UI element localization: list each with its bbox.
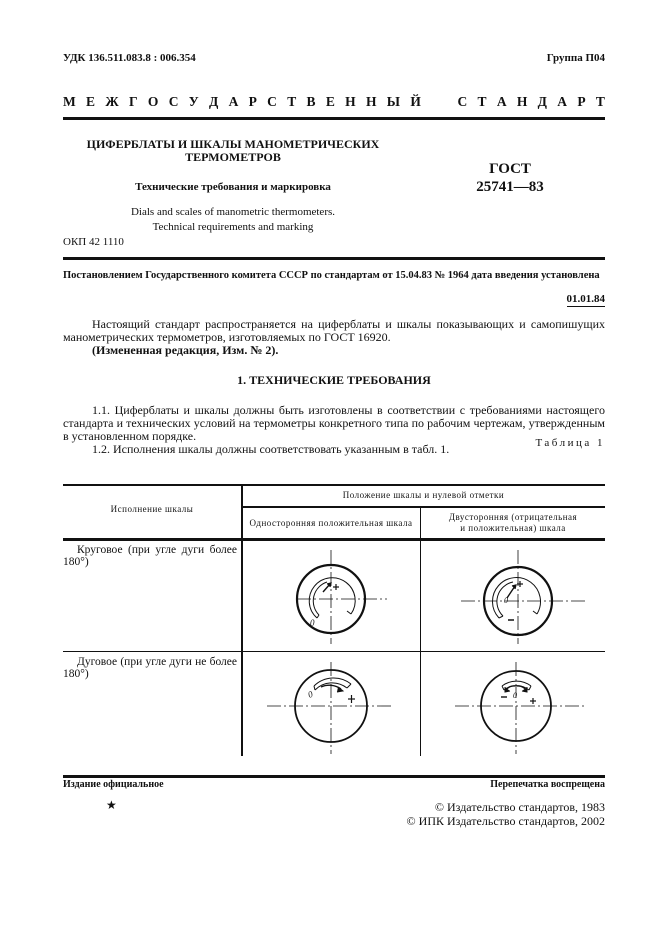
english-title-line2: Technical requirements and marking [152, 221, 314, 233]
banner-letter: Т [477, 94, 487, 109]
document-title-line2: ТЕРМОМЕТРОВ [185, 150, 281, 164]
header-scale-position: Положение шкалы и нулевой отметки [342, 490, 505, 500]
table-caption: Таблица 1 [535, 437, 605, 449]
star-icon: ★ [106, 798, 117, 812]
paragraph-1-1: 1.1. Циферблаты и шкалы должны быть изготовлены в соответствии с требованиями настоящего стандарта и технических условий на термометры конкретного типа по рабочим чертежам, утвержденным в установленном порядке. [63, 403, 605, 443]
document-title-line1: ЦИФЕРБЛАТЫ И ШКАЛЫ МАНОМЕТРИЧЕСКИХ [86, 137, 380, 151]
row-arc-label: Дуговое (при угле дуги не более 180°) [63, 656, 237, 680]
english-title [63, 205, 403, 235]
banner-letter: А [228, 94, 239, 109]
banner-letter: У [188, 94, 199, 109]
header-two-sided-line1: Двусторонняя (отрицательная [448, 512, 578, 522]
header-bottom-rule [63, 538, 605, 541]
banner-letter: М [63, 94, 76, 109]
header-one-sided: Односторонняя положительная шкала [249, 518, 413, 528]
gost-designation [470, 160, 550, 196]
document-subtitle: Технические требования и маркировка [135, 181, 331, 193]
section-heading: 1. ТЕХНИЧЕСКИЕ ТРЕБОВАНИЯ [237, 373, 431, 387]
reprint-prohibited-label: Перепечатка воспрещена [490, 779, 605, 790]
interstate-standard-banner [63, 94, 605, 110]
banner-letter: Д [537, 94, 547, 109]
row-separator [63, 651, 605, 652]
table-1 [63, 484, 605, 774]
header-two-sided-line2: и положительная) шкала [460, 523, 566, 533]
banner-letter: Д [208, 94, 219, 109]
copyright-1983: © Издательство стандартов, 1983 [434, 800, 605, 814]
banner-letter: Р [248, 94, 257, 109]
copyright-2002: © ИПК Издательство стандартов, 2002 [406, 814, 605, 828]
banner-letter: Е [86, 94, 96, 109]
banner-letter: Н [345, 94, 356, 109]
banner-letter: С [267, 94, 277, 109]
header-rule [63, 117, 605, 120]
header-scale-type: Исполнение шкалы [110, 504, 194, 514]
banner-letter: Т [595, 94, 605, 109]
banner-letter: Н [516, 94, 528, 109]
svg-text:0: 0 [310, 618, 315, 628]
effective-date: 01.01.84 [566, 293, 605, 305]
banner-letter: А [496, 94, 507, 109]
banner-letter: С [168, 94, 179, 109]
svg-text:0: 0 [513, 691, 517, 700]
svg-text:0: 0 [306, 688, 315, 700]
english-title-line1: Dials and scales of manometric thermometers. [130, 206, 336, 218]
banner-letter: О [147, 94, 159, 109]
row-circular-label: Круговое (при угле дуги более 180°) [63, 544, 237, 568]
official-edition-label: Издание официальное [63, 779, 164, 790]
banner-letter: Е [325, 94, 335, 109]
circular-one-sided-dial-icon [247, 544, 417, 648]
banner-gap [431, 94, 447, 110]
paragraph-1-2: 1.2. Исполнения шкалы должны соответствовать указанным в табл. 1. [92, 442, 450, 456]
arc-two-sided-dial-icon [425, 656, 603, 756]
banner-letter: Ж [105, 94, 119, 109]
footer-rule [63, 775, 605, 778]
title-rule [63, 257, 605, 260]
udk-code: УДК 136.511.083.8 : 006.354 [63, 52, 196, 64]
group-code: Группа П04 [546, 52, 605, 64]
header-two-sided [421, 512, 605, 534]
column-divider-2 [420, 507, 421, 756]
banner-letter: В [306, 94, 316, 109]
intro-paragraph: Настоящий стандарт распространяется на циферблаты и шкалы показывающих и самопишущих манометрических термометров, изготовляемых по ГОСТ 16920. [63, 317, 605, 344]
banner-letter: Й [410, 94, 421, 109]
banner-letter: Н [365, 94, 377, 109]
decree-text: Постановлением Государственного комитета СССР по стандартам от 15.04.83 № 1964 дата введения установлена [63, 270, 600, 281]
banner-letter: Г [129, 94, 138, 109]
banner-letter: Р [577, 94, 586, 109]
group-header-rule [242, 506, 605, 508]
banner-letter: Ы [386, 94, 401, 109]
arc-one-sided-dial-icon [247, 656, 417, 756]
circular-two-sided-dial-icon [425, 544, 603, 648]
banner-letter: С [457, 94, 468, 109]
okp-code: ОКП 42 1110 [63, 236, 124, 248]
table-top-rule [63, 484, 605, 486]
banner-letter: Т [287, 94, 297, 109]
banner-letter: А [557, 94, 568, 109]
title-block [63, 138, 403, 235]
svg-text:0: 0 [504, 596, 508, 605]
amendment-note: (Измененная редакция, Изм. № 2). [92, 343, 279, 357]
gost-number: 25741—83 [476, 179, 544, 195]
gost-label: ГОСТ [489, 161, 531, 177]
